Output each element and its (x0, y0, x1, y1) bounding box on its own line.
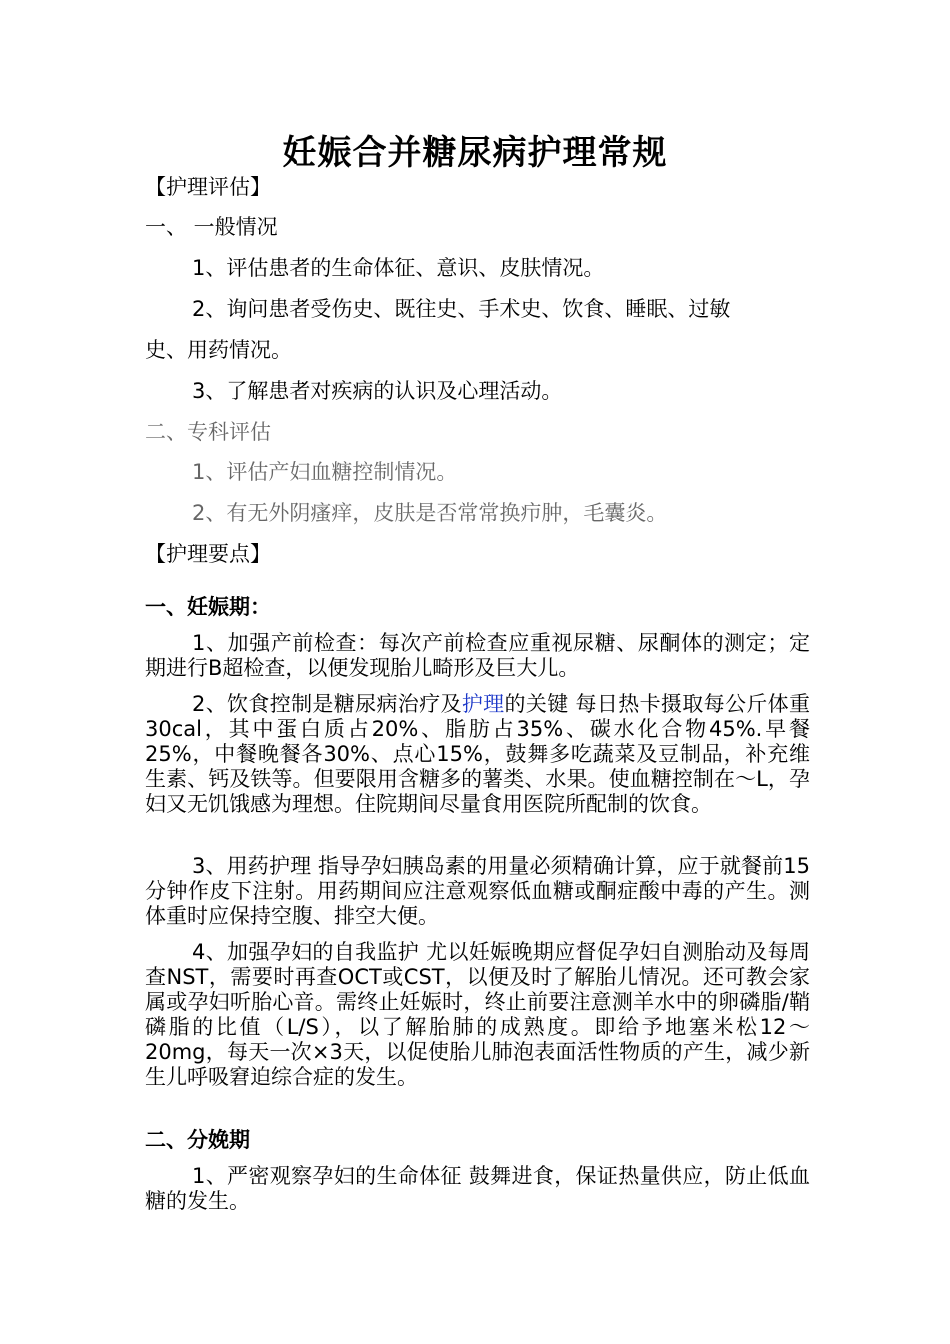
pregnancy-para-1: 1、加强产前检查：每次产前检查应重视尿糖、尿酮体的测定；定期进行B超检查，以便发现胎儿畸形及巨大儿。 (145, 631, 810, 680)
nursing-link[interactable]: 护理 (461, 692, 505, 716)
para-2-text-b: 的关键 每日热卡摄取每公斤体重30cal，其中蛋白质占20%、脂肪占35%、碳水化合物45%.早餐25%，中餐晚餐各30%、点心15%，鼓舞多吃蔬菜及豆制品，补充维生素、钙及铁等。但要限用含糖多的薯类、水果。使血糖控制在～L，孕妇又无饥饿感为理想。住院期间尽量食用医院所配制的饮食。 (145, 692, 810, 816)
special-item-2: 2、有无外阴瘙痒，皮肤是否常常换疖肿，毛囊炎。 (192, 501, 668, 525)
pregnancy-para-2 (145, 692, 810, 817)
delivery-heading: 二、分娩期 (145, 1128, 250, 1152)
page-title: 妊娠合并糖尿病护理常规 (282, 133, 668, 173)
general-item-1: 1、评估患者的生命体征、意识、皮肤情况。 (192, 256, 605, 280)
assessment-heading: 【护理评估】 (145, 175, 271, 199)
general-heading: 一、 一般情况 (145, 215, 278, 239)
general-item-2: 2、询问患者受伤史、既往史、手术史、饮食、睡眠、过敏 (192, 297, 731, 321)
general-item-3: 3、了解患者对疾病的认识及心理活动。 (192, 379, 563, 403)
key-points-heading: 【护理要点】 (145, 542, 271, 566)
special-item-1: 1、评估产妇血糖控制情况。 (192, 460, 458, 484)
pregnancy-para-4: 4、加强孕妇的自我监护 尤以妊娠晚期应督促孕妇自测胎动及每周查NST，需要时再查OCT或CST，以便及时了解胎儿情况。还可教会家属或孕妇听胎心音。需终止妊娠时，终止前要注意测羊水中的卵磷脂/鞘磷脂的比值（L/S），以了解胎肺的成熟度。即给予地塞米松12～20mg，每天一次×3天，以促使胎儿肺泡表面活性物质的产生，减少新生儿呼吸窘迫综合症的发生。 (145, 940, 810, 1089)
special-heading: 二、专科评估 (145, 420, 271, 444)
para-2-text-a: 2、饮食控制是糖尿病治疗及 (192, 692, 462, 716)
general-item-2-cont: 史、用药情况。 (145, 338, 292, 362)
pregnancy-heading: 一、妊娠期： (145, 595, 271, 619)
pregnancy-para-3: 3、用药护理 指导孕妇胰岛素的用量必须精确计算，应于就餐前15分钟作皮下注射。用药期间应注意观察低血糖或酮症酸中毒的产生。测体重时应保持空腹、排空大便。 (145, 854, 810, 928)
delivery-para-1: 1、严密观察孕妇的生命体征 鼓舞进食，保证热量供应，防止低血糖的发生。 (145, 1164, 810, 1213)
